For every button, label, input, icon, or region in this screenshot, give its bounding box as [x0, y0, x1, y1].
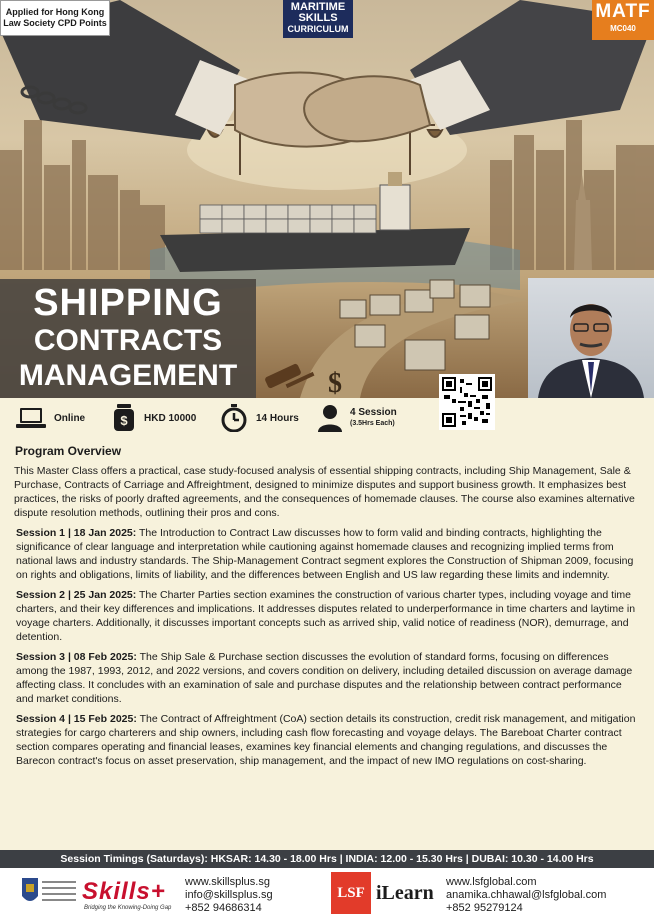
- lsf-logo: LSF: [331, 872, 371, 914]
- session-3: [14, 650, 640, 706]
- msc-line-3: CURRICULUM: [287, 24, 349, 34]
- skills-website-link[interactable]: www.skillsplus.sg: [185, 876, 270, 888]
- session-1-label: Session 1 | 18 Jan 2025:: [16, 527, 137, 539]
- sessions-label-wrap: [350, 407, 397, 429]
- course-title: [0, 279, 256, 398]
- lsf-contact: [446, 876, 606, 915]
- session-4-label: Session 4 | 15 Feb 2025:: [16, 713, 137, 725]
- fee-label: HKD 10000: [144, 412, 197, 424]
- cpd-points-badge: [0, 0, 110, 36]
- session-2-text: The Charter Parties section examines the construction of various charter types, including voyage and time charters, and their key differences and implications. It addresses disputes related to underperformance in time charters and laytime in voyage charters. Additionally, it discusses important concepts such as arrived ship, valid notice of readiness (NOR), demurrage, and detention.: [16, 589, 636, 643]
- qr-code[interactable]: [439, 374, 495, 430]
- session-4-text: The Contract of Affreightment (CoA) section details its construction, credit risk management, and mitigation strategies for cargo charterers and ship owners, including cash flow forecasting and voyage delays. The Bareboat Charter contract section compares operating and financial leases, examines key financial elements and changing regulations, and discusses the Barecon contract's focus on asset preservation, ship management, and the impact of new IMO regulations on cost-sharing.: [16, 713, 636, 767]
- person-icon: [318, 404, 342, 432]
- session-4: [14, 712, 640, 768]
- title-line-1: SHIPPING: [33, 282, 223, 324]
- session-timings-text: Session Timings (Saturdays): HKSAR: 14.30 - 18.00 Hrs | INDIA: 12.00 - 15.30 Hrs | DUBAI: 10.30 - 14.00 Hrs: [60, 853, 594, 865]
- mode-label: Online: [54, 412, 86, 424]
- session-3-text: The Ship Sale & Purchase section discusses the evolution of standard forms, focusing on differences among the 1987, 1993, 2012, and 2022 versions, and covers condition on delivery, including detailed discussion on average damage affecting class. It concludes with an examination of sale and purchase disputes and the relationship between contract performance and market conditions.: [16, 651, 633, 705]
- svg-text:$: $: [120, 413, 128, 428]
- matf-text: MATF: [595, 1, 651, 22]
- qr-code-icon: [442, 377, 492, 427]
- lsf-email-link[interactable]: anamika.chhawal@lsfglobal.com: [446, 889, 607, 901]
- lsf-website-link[interactable]: www.lsfglobal.com: [446, 876, 537, 888]
- recognised-partner-logo: [18, 874, 78, 914]
- lsf-phone: +852 95279124: [446, 902, 523, 914]
- msc-line-2: SKILLS: [298, 12, 338, 24]
- hours-label: 14 Hours: [256, 412, 299, 424]
- laptop-icon: [16, 406, 46, 430]
- skills-phone: +852 94686314: [185, 902, 262, 914]
- session-2-label: Session 2 | 25 Jan 2025:: [16, 589, 137, 601]
- session-3-label: Session 3 | 08 Feb 2025:: [16, 651, 137, 663]
- sessions-label: 4 Session: [350, 407, 397, 418]
- ilearn-logo: iLearn: [376, 882, 434, 904]
- session-1: [14, 526, 640, 582]
- stopwatch-icon: [220, 404, 248, 432]
- trainer-photo: [528, 278, 654, 398]
- mode-info: [16, 398, 85, 438]
- skills-plus-tagline: Bridging the Knowing-Doing Gap: [84, 905, 172, 911]
- title-line-2: CONTRACTS: [33, 324, 223, 357]
- msc-line-1: MARITIME: [290, 1, 346, 13]
- money-jar-icon: [112, 404, 136, 432]
- hero-banner: [0, 0, 654, 398]
- title-line-3: MANAGEMENT: [18, 359, 238, 392]
- maritime-skills-badge: [283, 0, 353, 38]
- cpd-badge-text: Applied for Hong Kong Law Society CPD Points: [3, 7, 107, 28]
- matf-badge: [592, 0, 654, 40]
- program-content: [0, 438, 654, 850]
- sessions-note: (3.5Hrs Each): [350, 420, 395, 427]
- skills-email-link[interactable]: info@skillsplus.sg: [185, 889, 273, 901]
- fee-info: [112, 398, 196, 438]
- footer: [0, 868, 654, 919]
- skills-contact: [185, 876, 273, 915]
- overview-heading: Program Overview: [15, 444, 122, 458]
- sessions-info: [318, 398, 397, 438]
- session-1-text: The Introduction to Contract Law discusses how to form valid and binding contracts, highlighting the significance of clear language and interpretation while cautioning against homemade clauses and recognizing implied terms from national laws and industry standards. The Ship-Management Contract segment explores the Construction of Shipman 2009, focusing on rights and obligations, limits of liability, and the differences between English and US law regarding these limits and indemnity.: [16, 527, 634, 581]
- course-info-strip: [0, 398, 654, 438]
- matf-code: MC040: [610, 24, 636, 33]
- overview-text: This Master Class offers a practical, case study-focused analysis of essential shipping contracts, including Ship Management, Sale & Purchase, Contracts of Carriage and Affreightment, designed to minimize disputes and support business growth. It emphasizes best practices, the risks of poorly drafted agreements, and the consequences of homemade clauses. The course also examines alternative dispute resolution methods, outlining their pros and cons.: [14, 465, 635, 519]
- session-timings-bar: [0, 850, 654, 868]
- hours-info: [220, 398, 299, 438]
- svg-text:$: $: [328, 368, 342, 398]
- skills-plus-logo: Skills+: [82, 878, 166, 905]
- session-2: [14, 588, 640, 644]
